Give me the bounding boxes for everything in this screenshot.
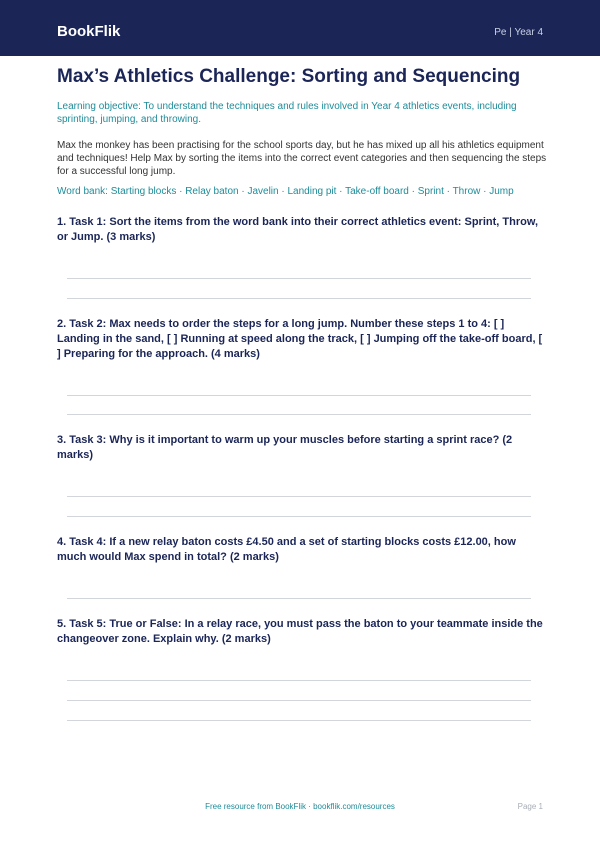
answer-line	[67, 680, 531, 681]
question-3: 3. Task 3: Why is it important to warm up your muscles before starting a sprint race? (2 marks)	[57, 434, 513, 461]
question-1: 1. Task 1: Sort the items from the word bank into their correct athletics event: Sprint, Throw, or Jump. (3 marks)	[57, 216, 539, 243]
subject-year-label: Pe | Year 4	[494, 27, 543, 38]
question-5: 5. Task 5: True or False: In a relay race, you must pass the baton to your teammate inside the changeover zone. Explain why. (2 marks)	[57, 618, 543, 645]
page-header	[0, 0, 600, 56]
footer-source-link: Free resource from BookFlik · bookflik.com/resources	[205, 802, 395, 811]
word-bank: Word bank: Starting blocks · Relay baton · Javelin · Landing pit · Take-off board · Sprint · Throw · Jump	[57, 186, 514, 197]
question-4: 4. Task 4: If a new relay baton costs £4.50 and a set of starting blocks costs £12.00, how much would Max spend in total? (2 marks)	[57, 536, 516, 563]
learning-objective: Learning objective: To understand the techniques and rules involved in Year 4 athletics events, including sprinting, jumping, and throwing.	[57, 101, 517, 125]
answer-line	[67, 720, 531, 721]
answer-line	[67, 598, 531, 599]
answer-line	[67, 516, 531, 517]
page-number: Page 1	[517, 802, 543, 811]
question-2: 2. Task 2: Max needs to order the steps for a long jump. Number these steps 1 to 4: [ ] Landing in the sand, [ ] Running at speed along the track, [ ] Jumping off the take-off board, [ ] Preparing for the approach. (4 marks)	[57, 318, 543, 360]
intro-paragraph: Max the monkey has been practising for the school sports day, but he has mixed up all his athletics equipment and techniques! Help Max by sorting the items into the correct event categories and then sequencing the steps for a successful long jump.	[57, 140, 547, 177]
worksheet-title: Max’s Athletics Challenge: Sorting and Sequencing	[57, 66, 521, 87]
brand-logo-text: BookFlik	[57, 23, 121, 40]
answer-line	[67, 278, 531, 279]
answer-line	[67, 414, 531, 415]
answer-line	[67, 700, 531, 701]
answer-line	[67, 395, 531, 396]
answer-line	[67, 496, 531, 497]
answer-line	[67, 298, 531, 299]
